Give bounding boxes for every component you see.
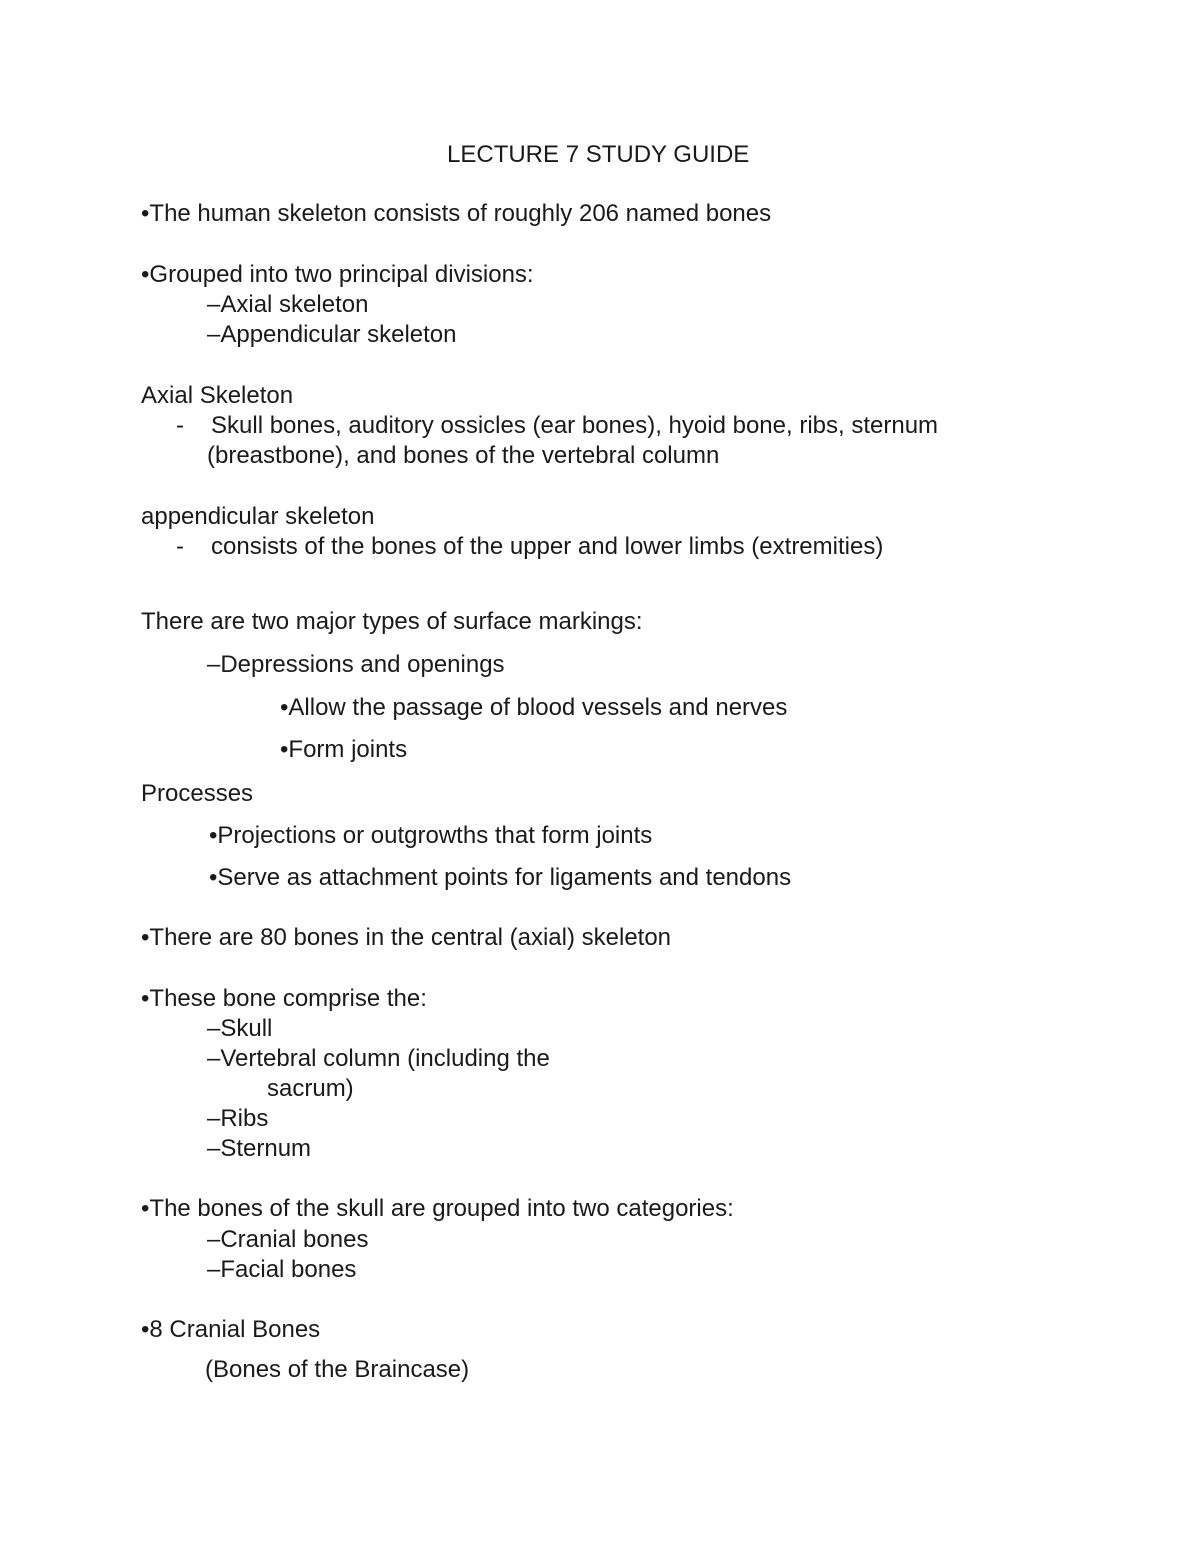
line-vertebral: –Vertebral column (including the (207, 1045, 550, 1072)
line-80-bones: •There are 80 bones in the central (axial) skeleton (141, 924, 672, 951)
line-axial-skeleton: –Axial skeleton (207, 291, 369, 318)
line-attachment: •Serve as attachment points for ligaments and tendons (209, 864, 792, 891)
line-axial-bones: Skull bones, auditory ossicles (ear bones), hyoid bone, ribs, sternum (211, 412, 939, 439)
line-form-joints: •Form joints (280, 736, 408, 763)
line-axial-bones-cont: (breastbone), and bones of the vertebral column (207, 442, 720, 469)
line-appendicular-bones: consists of the bones of the upper and lower limbs (extremities) (211, 533, 884, 560)
line-appendicular-skeleton: –Appendicular skeleton (207, 321, 457, 348)
heading-appendicular-skeleton: appendicular skeleton (141, 503, 375, 530)
line-projections: •Projections or outgrowths that form joints (209, 822, 653, 849)
line-braincase: (Bones of the Braincase) (205, 1356, 470, 1383)
line-ribs: –Ribs (207, 1105, 269, 1132)
line-surface-markings: There are two major types of surface markings: (141, 608, 643, 635)
list-dash: - (176, 412, 184, 439)
heading-axial-skeleton: Axial Skeleton (141, 382, 294, 409)
line-two-divisions: •Grouped into two principal divisions: (141, 261, 534, 288)
list-dash: - (176, 533, 184, 560)
line-skeleton-count: •The human skeleton consists of roughly 206 named bones (141, 200, 772, 227)
line-sternum: –Sternum (207, 1135, 312, 1162)
line-sacrum: sacrum) (267, 1075, 354, 1102)
line-skull: –Skull (207, 1015, 273, 1042)
page-title: LECTURE 7 STUDY GUIDE (447, 141, 750, 168)
line-facial: –Facial bones (207, 1256, 357, 1283)
heading-processes: Processes (141, 780, 254, 807)
line-depressions: –Depressions and openings (207, 651, 505, 678)
line-passage: •Allow the passage of blood vessels and nerves (280, 694, 788, 721)
line-cranial: –Cranial bones (207, 1226, 369, 1253)
line-comprise: •These bone comprise the: (141, 985, 427, 1012)
line-8-cranial: •8 Cranial Bones (141, 1316, 321, 1343)
line-skull-categories: •The bones of the skull are grouped into two categories: (141, 1195, 734, 1222)
